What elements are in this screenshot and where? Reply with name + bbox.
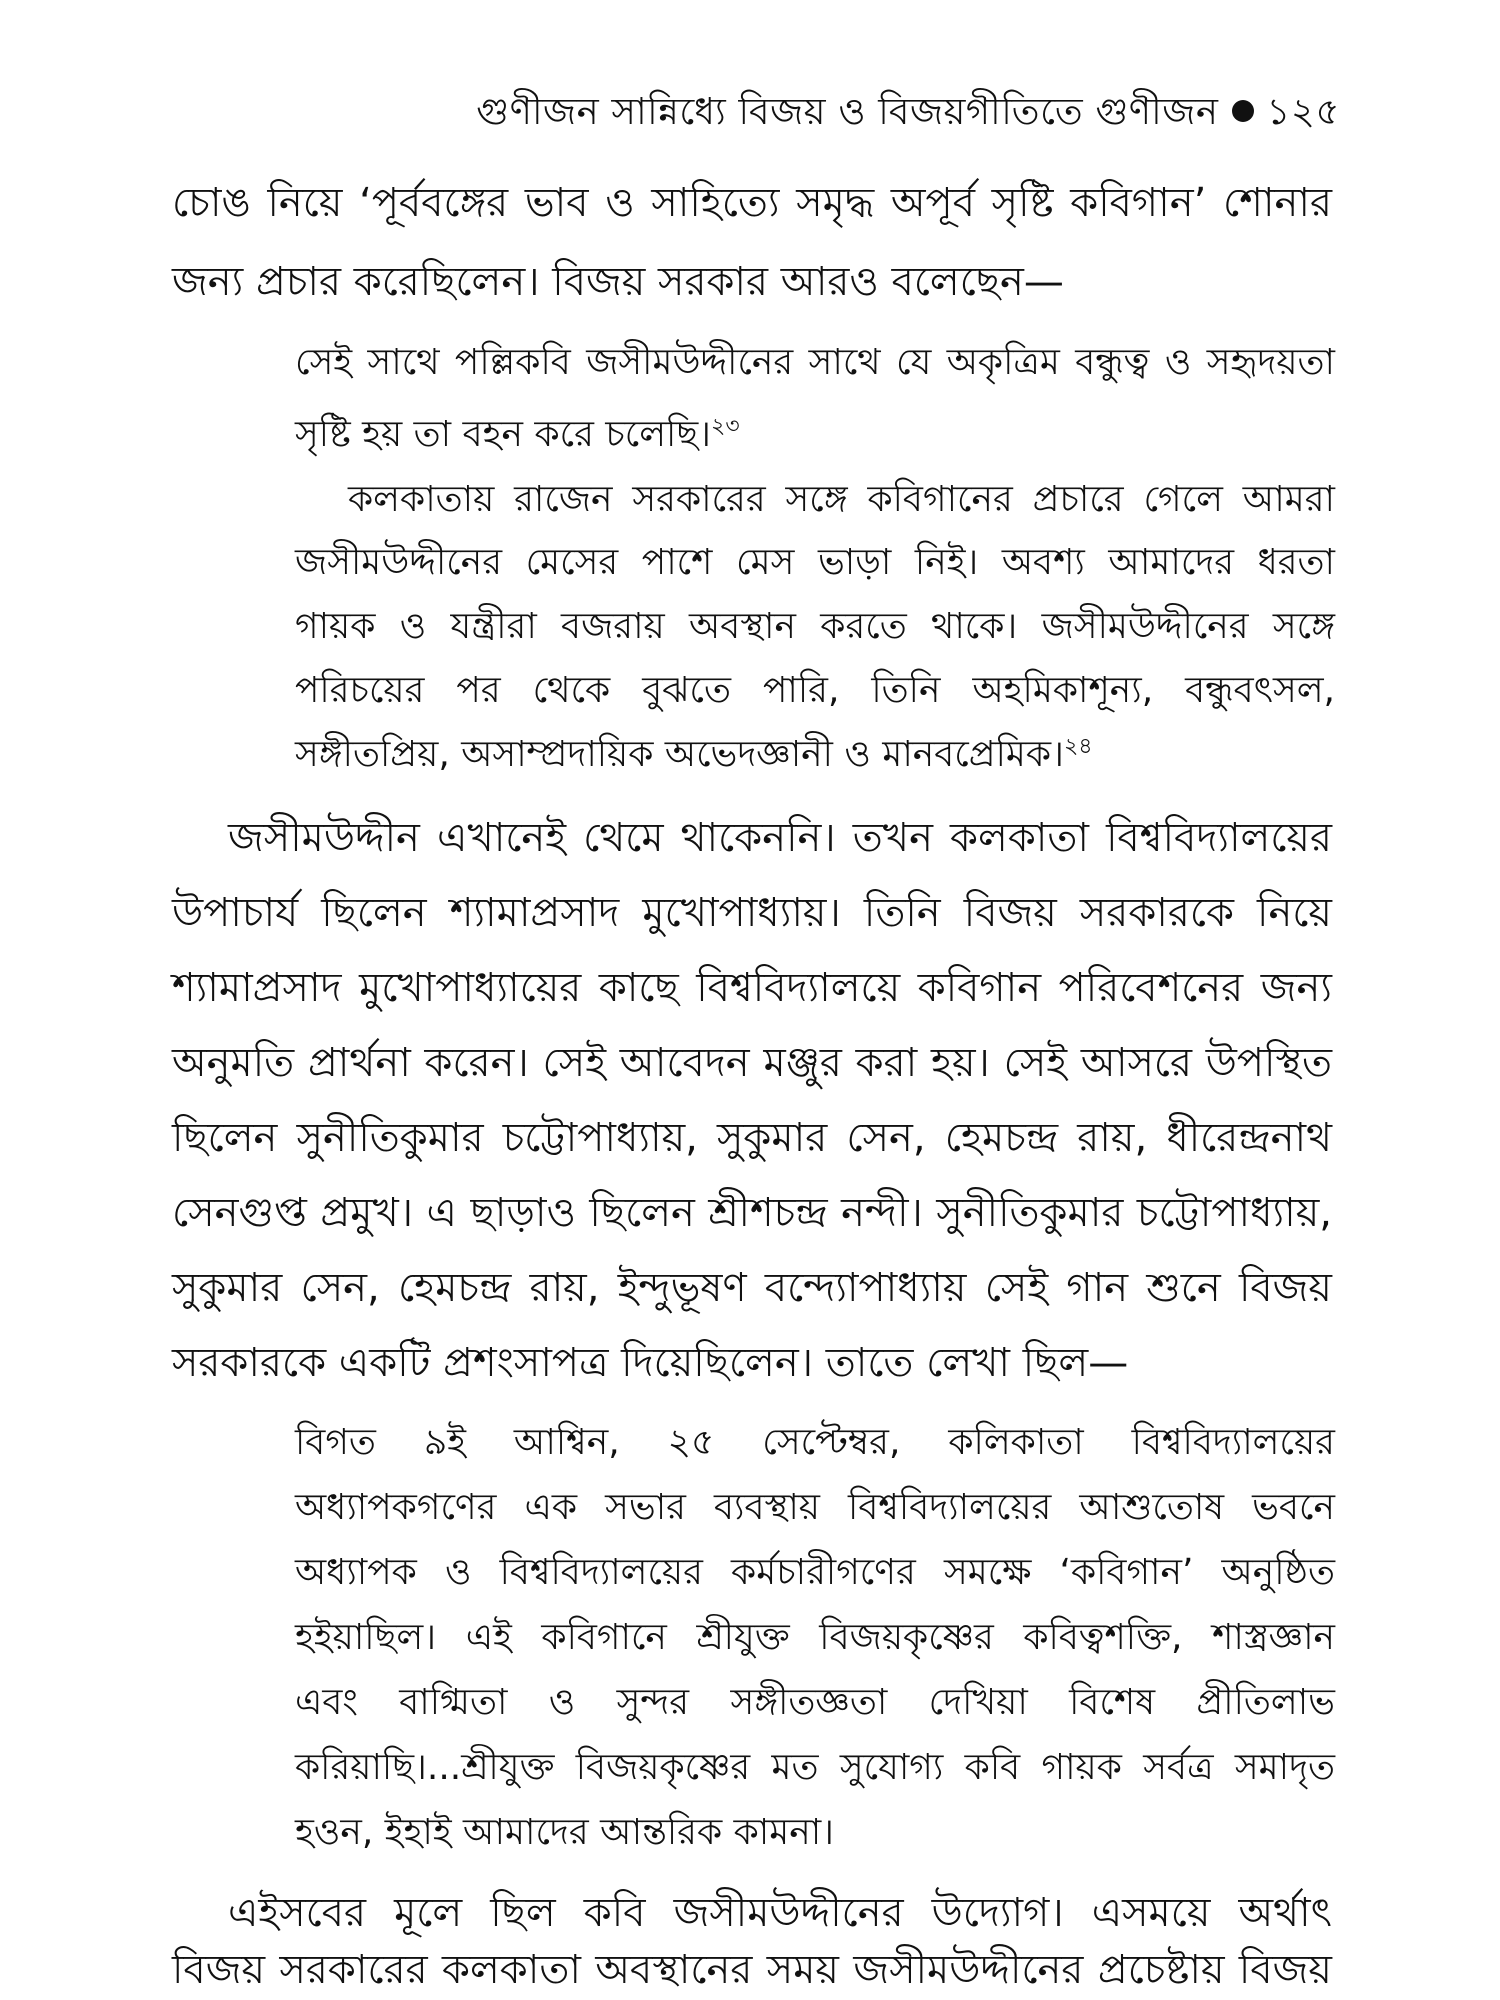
footnote-ref-24: ২৪ [1063, 734, 1093, 759]
paragraph-2-line: সরকারকে একটি প্রশংসাপত্র দিয়েছিলেন। তাতে লেখা ছিল— [172, 1340, 1129, 1386]
quote-1-line [295, 414, 1335, 455]
paragraph-2-line: উপাচার্য ছিলেন শ্যামাপ্রসাদ মুখোপাধ্যায়। তিনি বিজয় সরকারকে নিয়ে [172, 890, 1332, 936]
quote-3-line: বিগত ৯ই আশ্বিন, ২৫ সেপ্টেম্বর, কলিকাতা বিশ্ববিদ্যালয়ের [295, 1422, 1335, 1463]
running-title: গুণীজন সান্নিধ্যে বিজয় ও বিজয়গীতিতে গুণীজন [476, 90, 1219, 133]
paragraph-1-line: জন্য প্রচার করেছিলেন। বিজয় সরকার আরও বলেছেন— [172, 259, 1064, 305]
running-header [476, 82, 1340, 145]
paragraph-1-line: চোঙ নিয়ে ‘পূর্ববঙ্গের ভাব ও সাহিত্যে সমৃদ্ধ অপূর্ব সৃষ্টি কবিগান’ শোনার [172, 180, 1332, 226]
footnote-ref-23: ২৩ [711, 414, 740, 439]
quote-2-line: পরিচয়ের পর থেকে বুঝতে পারি, তিনি অহমিকাশূন্য, বন্ধুবৎসল, [295, 670, 1335, 711]
header-bullet-icon [1232, 100, 1254, 122]
quote-3-line: অধ্যাপক ও বিশ্ববিদ্যালয়ের কর্মচারীগণের সমক্ষে ‘কবিগান’ অনুষ্ঠিত [295, 1552, 1335, 1593]
quote-2-line [295, 734, 1335, 775]
quote-3-line: হইয়াছিল। এই কবিগানে শ্রীযুক্ত বিজয়কৃষ্ণের কবিত্বশক্তি, শাস্ত্রজ্ঞান [295, 1617, 1335, 1658]
quote-1-line: সেই সাথে পল্লিকবি জসীমউদ্দীনের সাথে যে অকৃত্রিম বন্ধুত্ব ও সহৃদয়তা [295, 342, 1335, 383]
quote-1-text: সৃষ্টি হয় তা বহন করে চলেছি। [295, 414, 712, 455]
paragraph-2-line: জসীমউদ্দীন এখানেই থেমে থাকেননি। তখন কলকাতা বিশ্ববিদ্যালয়ের [228, 815, 1332, 861]
paragraph-2-line: সুকুমার সেন, হেমচন্দ্র রায়, ইন্দুভূষণ বন্দ্যোপাধ্যায় সেই গান শুনে বিজয় [172, 1265, 1332, 1311]
paragraph-2-line: অনুমতি প্রার্থনা করেন। সেই আবেদন মঞ্জুর করা হয়। সেই আসরে উপস্থিত [172, 1040, 1332, 1086]
quote-2-line: জসীমউদ্দীনের মেসের পাশে মেস ভাড়া নিই। অবশ্য আমাদের ধরতা [295, 542, 1335, 583]
quote-3-line: অধ্যাপকগণের এক সভার ব্যবস্থায় বিশ্ববিদ্যালয়ের আশুতোষ ভবনে [295, 1487, 1335, 1528]
quote-3-line: এবং বাগ্মিতা ও সুন্দর সঙ্গীতজ্ঞতা দেখিয়া বিশেষ প্রীতিলাভ [295, 1682, 1335, 1723]
quote-3-line: করিয়াছি।...শ্রীযুক্ত বিজয়কৃষ্ণের মত সুযোগ্য কবি গায়ক সর্বত্র সমাদৃত [295, 1747, 1335, 1788]
page-number: ১২৫ [1266, 90, 1340, 133]
quote-2-line: কলকাতায় রাজেন সরকারের সঙ্গে কবিগানের প্রচারে গেলে আমরা [348, 479, 1335, 520]
paragraph-3-line: এইসবের মূলে ছিল কবি জসীমউদ্দীনের উদ্যোগ। এসময়ে অর্থাৎ [228, 1890, 1332, 1936]
quote-3-line: হওন, ইহাই আমাদের আন্তরিক কামনা। [295, 1812, 835, 1853]
paragraph-2-line: শ্যামাপ্রসাদ মুখোপাধ্যায়ের কাছে বিশ্ববিদ্যালয়ে কবিগান পরিবেশনের জন্য [172, 965, 1332, 1011]
paragraph-2-line: ছিলেন সুনীতিকুমার চট্টোপাধ্যায়, সুকুমার সেন, হেমচন্দ্র রায়, ধীরেন্দ্রনাথ [172, 1115, 1332, 1161]
paragraph-2-line: সেনগুপ্ত প্রমুখ। এ ছাড়াও ছিলেন শ্রীশচন্দ্র নন্দী। সুনীতিকুমার চট্টোপাধ্যায়, [172, 1190, 1332, 1236]
quote-2-text: সঙ্গীতপ্রিয়, অসাম্প্রদায়িক অভেদজ্ঞানী ও মানবপ্রেমিক। [295, 734, 1064, 775]
paragraph-3-line: বিজয় সরকারের কলকাতা অবস্থানের সময় জসীমউদ্দীনের প্রচেষ্টায় বিজয় [172, 1947, 1332, 1993]
quote-2-line: গায়ক ও যন্ত্রীরা বজরায় অবস্থান করতে থাকে। জসীমউদ্দীনের সঙ্গে [295, 606, 1335, 647]
